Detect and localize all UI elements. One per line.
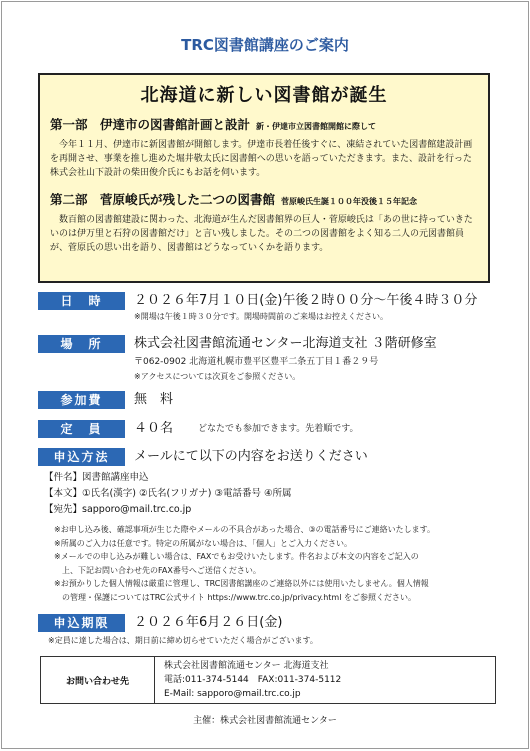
deadline-label: 申込期限 bbox=[38, 614, 125, 632]
contact-email: E-Mail: sapporo@mail.trc.co.jp bbox=[164, 689, 301, 699]
flyer-page bbox=[1, 1, 529, 749]
apply-note-line: ※お預かりした個人情報は厳重に管理し、TRC図書館講座のご連絡以外には使用いたしません。個人情報 bbox=[54, 579, 429, 588]
fee-label: 参加費 bbox=[38, 391, 125, 409]
part1-heading-row bbox=[50, 115, 478, 133]
venue-note: ※アクセスについては次頁をご参照ください。 bbox=[134, 372, 301, 381]
apply-note-line: ※メールでの申し込みが難しい場合は、FAXでもお受けいたします。件名および本文の内容をご記入の bbox=[54, 552, 419, 561]
apply-item-subject: 【件名】図書館講座申込 bbox=[44, 472, 149, 483]
part2-subtitle: 菅原峻氏生誕１００年没後１５年記念 bbox=[281, 197, 418, 206]
deadline-note: ※定員に達した場合は、期日前に締め切らせていただく場合がございます。 bbox=[48, 636, 318, 645]
venue-value: 株式会社図書館流通センター北海道支社 ３階研修室 bbox=[134, 336, 437, 351]
feature-title: 北海道に新しい図書館が誕生 bbox=[140, 85, 388, 106]
contact-phone: 電話:011-374-5144 FAX:011-374-5112 bbox=[164, 675, 342, 685]
part1-subtitle: 新・伊達市立図書館開館に際して bbox=[256, 122, 377, 131]
contact-org: 株式会社図書館流通センター 北海道支社 bbox=[164, 661, 329, 671]
apply-list bbox=[44, 470, 291, 518]
part2-body: 数百館の図書館建設に関わった、北海道が生んだ図書館界の巨人・菅原峻氏は「あの世に持っていきたいのは伊万里と石狩の図書館だけ」と言い残しました。その二つの図書館をよく知る二人の元図書館員が、菅原氏の思い出を語り、図書館はどうなっていくかを語ります。 bbox=[50, 215, 473, 253]
apply-note-line: ※お申し込み後、確認事項が生じた際やメールの不具合があった場合、③の電話番号にご連絡いたします。 bbox=[54, 525, 435, 534]
part2-heading-row bbox=[50, 190, 478, 208]
apply-value: メールにて以下の内容をお送りください bbox=[134, 449, 368, 464]
deadline-value: ２０２６年6月２６日(金) bbox=[134, 615, 283, 630]
part1-heading: 第一部 伊達市の図書館計画と設計 bbox=[50, 117, 251, 132]
contact-label: お問い合わせ先 bbox=[41, 657, 155, 703]
apply-notes bbox=[54, 523, 435, 604]
part2-heading: 第二部 菅原峻氏が残した二つの図書館 bbox=[50, 192, 276, 207]
apply-note-line: 上、下記お問い合わせ先のFAX番号へご送信ください。 bbox=[54, 565, 261, 575]
feature-box bbox=[38, 73, 490, 283]
fee-value: 無 料 bbox=[134, 392, 174, 407]
date-label: 日 時 bbox=[38, 292, 125, 310]
apply-item-address: 【宛先】sapporo@mail.trc.co.jp bbox=[44, 504, 192, 515]
apply-item-body: 【本文】①氏名(漢字) ②氏名(フリガナ) ③電話番号 ④所属 bbox=[44, 488, 292, 499]
contact-box bbox=[40, 656, 496, 704]
date-value: ２０２６年7月１０日(金)午後２時００分～午後４時３０分 bbox=[134, 293, 478, 308]
footer-organizer: 主催：株式会社図書館流通センター bbox=[193, 716, 337, 726]
header-title: TRC図書館講座のご案内 bbox=[181, 36, 349, 54]
date-note: ※開場は午後１時３０分です。開場時間前のご来場はお控えください。 bbox=[134, 312, 389, 321]
capacity-value: ４０名 bbox=[134, 421, 174, 436]
apply-note-line: の管理・保護についてはTRC公式サイト https://www.trc.co.jp/privacy.html をご参照ください。 bbox=[54, 592, 416, 602]
venue-label: 場 所 bbox=[38, 335, 125, 353]
part1-body: 今年１１月、伊達市に新図書館が開館します。伊達市長着任後すぐに、凍結されていた図書館建設計画を再開させ、事業を推し進めた堀井敬太氏に図書館への思いを語っていただきます。また、設計を行った株式会社山下設計の柴田俊介氏にもお話を伺います。 bbox=[50, 140, 473, 178]
apply-label: 申込方法 bbox=[38, 448, 125, 466]
venue-address: 〒062-0902 北海道札幌市豊平区豊平二条五丁目１番２９号 bbox=[134, 357, 379, 367]
contact-details bbox=[155, 657, 341, 703]
capacity-note: どなたでも参加できます。先着順です。 bbox=[198, 424, 359, 434]
capacity-label: 定 員 bbox=[38, 420, 125, 438]
apply-note-line: ※所属のご入力は任意です。特定の所属がない場合は、「個人」とご入力ください。 bbox=[54, 538, 353, 548]
